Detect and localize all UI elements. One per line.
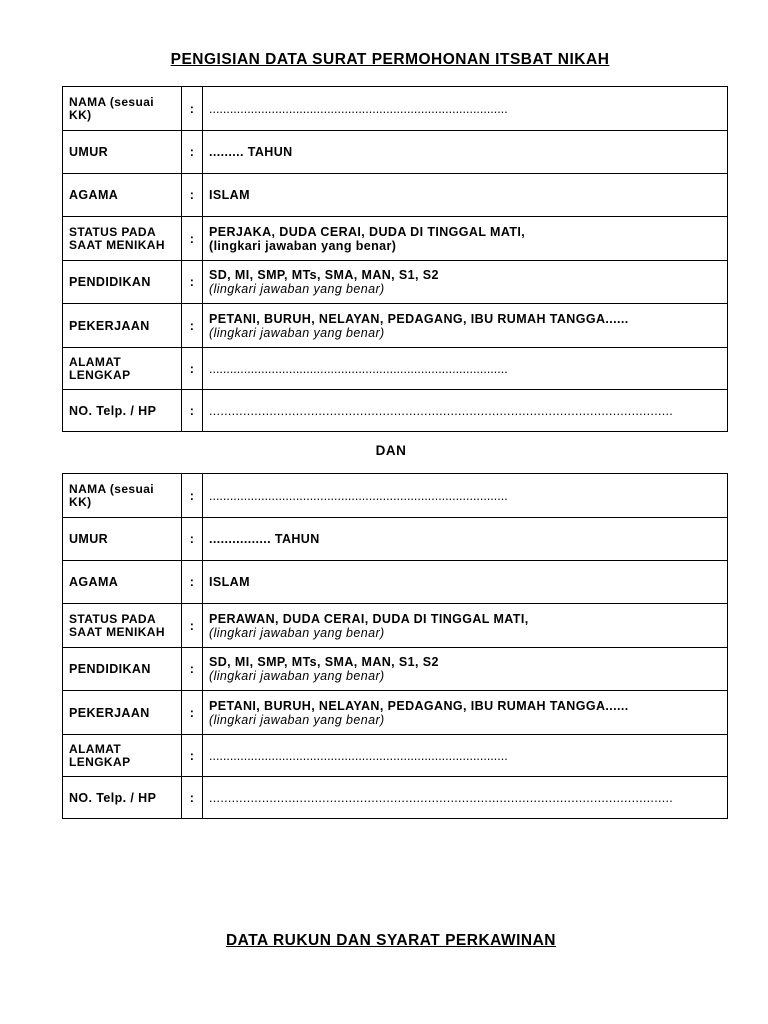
pekerjaan-hint: (lingkari jawaban yang benar) <box>209 712 385 727</box>
status-hint: (lingkari jawaban yang benar) <box>209 625 385 640</box>
telp-label: NO. Telp. / HP <box>63 390 182 432</box>
pendidikan-options[interactable]: SD, MI, SMP, MTs, SMA, MAN, S1, S2 <box>209 268 439 282</box>
pendidikan-label: PENDIDIKAN <box>63 648 182 691</box>
row-pekerjaan <box>63 691 728 735</box>
row-nama <box>63 474 728 518</box>
pekerjaan-options[interactable]: PETANI, BURUH, NELAYAN, PEDAGANG, IBU RUMAH TANGGA...... <box>209 311 629 326</box>
umur-label: UMUR <box>63 518 182 561</box>
colon: : <box>182 348 203 390</box>
colon: : <box>182 174 203 217</box>
row-pendidikan <box>63 261 728 304</box>
section-title: DATA RUKUN DAN SYARAT PERKAWINAN <box>225 932 557 949</box>
pekerjaan-label: PEKERJAAN <box>63 304 182 348</box>
row-status <box>63 604 728 648</box>
pendidikan-label: PENDIDIKAN <box>63 261 182 304</box>
umur-field[interactable]: ................ TAHUN <box>203 518 728 561</box>
telp-field[interactable]: ........................................................................................................................... <box>209 403 674 418</box>
alamat-field[interactable]: ...................................................................................... <box>209 361 508 376</box>
colon: : <box>182 777 203 819</box>
status-label: STATUS PADA SAAT MENIKAH <box>63 217 182 261</box>
colon: : <box>182 735 203 777</box>
colon: : <box>182 390 203 432</box>
separator-label: DAN <box>375 443 407 458</box>
colon: : <box>182 87 203 131</box>
nama-field[interactable]: ...................................................................................... <box>209 488 508 503</box>
colon: : <box>182 304 203 348</box>
colon: : <box>182 217 203 261</box>
agama-value: ISLAM <box>203 174 728 217</box>
colon: : <box>182 474 203 518</box>
alamat-label: ALAMAT LENGKAP <box>63 348 182 390</box>
status-options[interactable]: PERJAKA, DUDA CERAI, DUDA DI TINGGAL MATI, <box>209 224 526 239</box>
agama-label: AGAMA <box>63 561 182 604</box>
colon: : <box>182 518 203 561</box>
colon: : <box>182 604 203 648</box>
applicant-form-1 <box>62 86 728 432</box>
pendidikan-hint: (lingkari jawaban yang benar) <box>209 282 385 296</box>
umur-label: UMUR <box>63 131 182 174</box>
alamat-field[interactable]: ...................................................................................... <box>209 748 508 763</box>
status-options[interactable]: PERAWAN, DUDA CERAI, DUDA DI TINGGAL MATI, <box>209 611 529 626</box>
row-telp <box>63 390 728 432</box>
umur-field[interactable]: ......... TAHUN <box>203 131 728 174</box>
telp-label: NO. Telp. / HP <box>63 777 182 819</box>
applicant-form-2 <box>62 473 728 819</box>
colon: : <box>182 261 203 304</box>
pendidikan-options[interactable]: SD, MI, SMP, MTs, SMA, MAN, S1, S2 <box>209 655 439 669</box>
agama-value: ISLAM <box>203 561 728 604</box>
row-agama <box>63 174 728 217</box>
nama-label: NAMA (sesuai KK) <box>63 474 182 518</box>
row-umur <box>63 131 728 174</box>
pekerjaan-hint: (lingkari jawaban yang benar) <box>209 325 385 340</box>
colon: : <box>182 648 203 691</box>
pekerjaan-options[interactable]: PETANI, BURUH, NELAYAN, PEDAGANG, IBU RUMAH TANGGA...... <box>209 698 629 713</box>
row-pendidikan <box>63 648 728 691</box>
row-status <box>63 217 728 261</box>
alamat-label: ALAMAT LENGKAP <box>63 735 182 777</box>
nama-label: NAMA (sesuai KK) <box>63 87 182 131</box>
row-umur <box>63 518 728 561</box>
row-telp <box>63 777 728 819</box>
colon: : <box>182 561 203 604</box>
nama-field[interactable]: ...................................................................................... <box>209 101 508 116</box>
agama-label: AGAMA <box>63 174 182 217</box>
status-hint: (lingkari jawaban yang benar) <box>209 238 397 253</box>
colon: : <box>182 131 203 174</box>
pendidikan-hint: (lingkari jawaban yang benar) <box>209 669 385 683</box>
telp-field[interactable]: ........................................................................................................................... <box>209 790 674 805</box>
status-label: STATUS PADA SAAT MENIKAH <box>63 604 182 648</box>
colon: : <box>182 691 203 735</box>
row-alamat <box>63 348 728 390</box>
row-pekerjaan <box>63 304 728 348</box>
document-title: PENGISIAN DATA SURAT PERMOHONAN ITSBAT NIKAH <box>170 51 610 68</box>
row-alamat <box>63 735 728 777</box>
row-nama <box>63 87 728 131</box>
pekerjaan-label: PEKERJAAN <box>63 691 182 735</box>
row-agama <box>63 561 728 604</box>
